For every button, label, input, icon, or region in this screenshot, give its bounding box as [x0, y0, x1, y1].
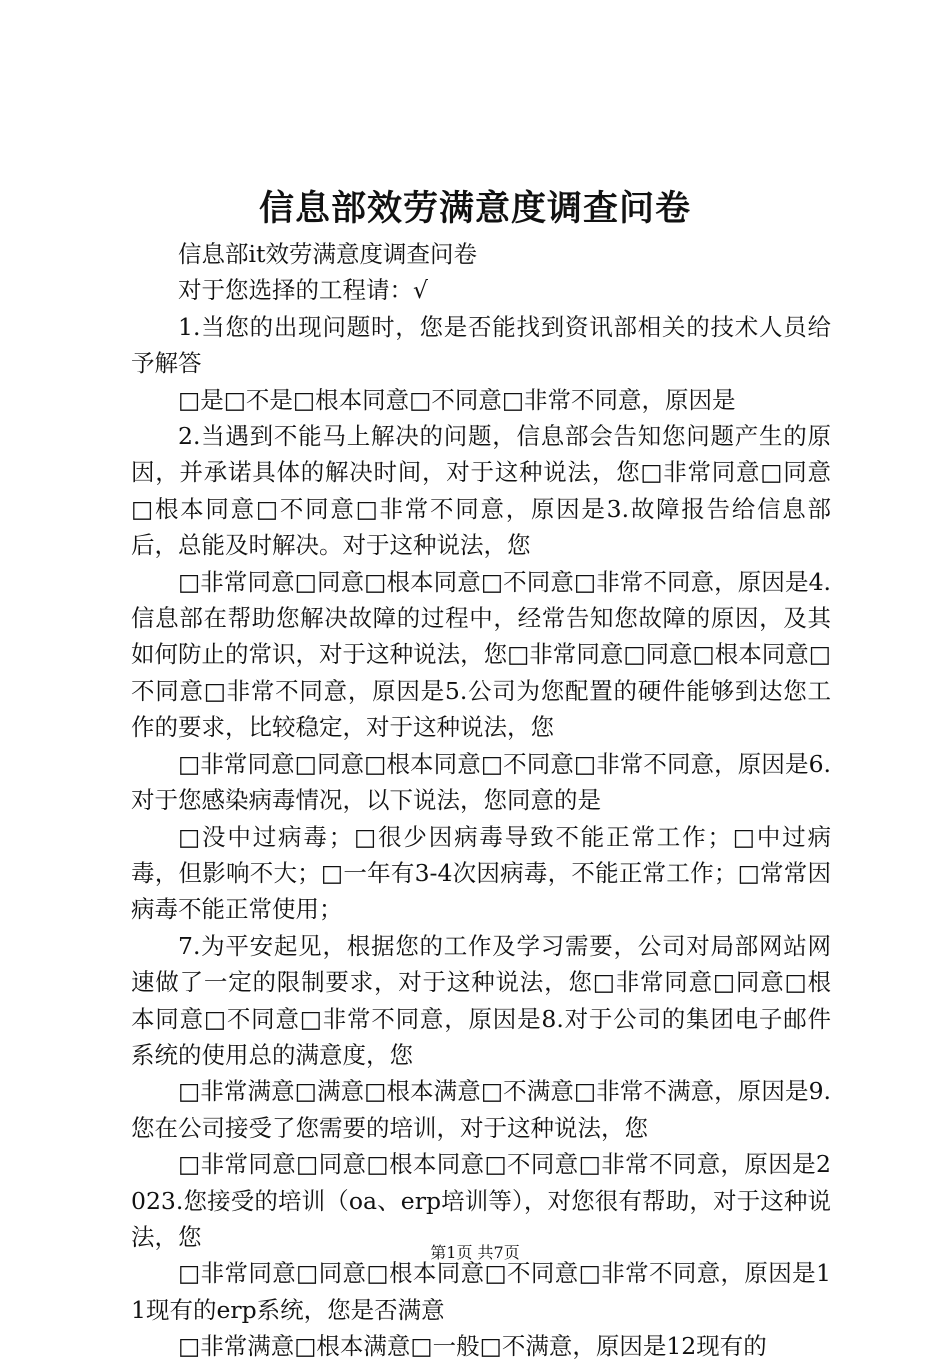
paragraph-question-2-3: 2.当遇到不能马上解决的问题，信息部会告知您问题产生的原因，并承诺具体的解决时间，对于这种说法，您□非常同意□同意□根本同意□不同意□非常不同意，原因是3.故障报告给信息部后，总能及时解决。对于这种说法，您 [131, 422, 831, 560]
paragraph-question-10: □非常同意□同意□根本同意□不同意□非常不同意，原因是2023.您接受的培训（oa、erp培训等），对您很有帮助，对于这种说法，您 [131, 1150, 831, 1251]
document-title: 信息部效劳满意度调查问卷 [258, 188, 691, 229]
paragraph-question-1: 1.当您的出现问题时，您是否能找到资讯部相关的技术人员给予解答 [131, 312, 831, 378]
paragraph-question-12: □非常满意□根本满意□一般□不满意，原因是12现有的 [178, 1332, 767, 1361]
paragraph-question-7-8: 7.为平安起见，根据您的工作及学习需要，公司对局部网站网速做了一定的限制要求，对于这种说法，您□非常同意□同意□根本同意□不同意□非常不同意，原因是8.对于公司的集团电子邮件系统的使用总的满意度，您 [131, 931, 831, 1069]
document-body [131, 236, 831, 1365]
paragraph-question-6: □非常同意□同意□根本同意□不同意□非常不同意，原因是6.对于您感染病毒情况，以下说法，您同意的是 [131, 749, 831, 815]
paragraph-question-4-5: □非常同意□同意□根本同意□不同意□非常不同意，原因是4.信息部在帮助您解决故障的过程中，经常告知您故障的原因，及其如何防止的常识，对于这种说法，您□非常同意□同意□根本同意□不同意□非常不同意，原因是5.公司为您配置的硬件能够到达您工作的要求，比较稳定，对于这种说法，您 [131, 567, 831, 742]
paragraph-options-6: □没中过病毒；□很少因病毒导致不能正常工作；□中过病毒，但影响不大；□一年有3-4次因病毒，不能正常工作；□常常因病毒不能正常使用； [131, 822, 832, 924]
page-footer: 第1页 共7页 [430, 1243, 520, 1262]
paragraph-options-1: □是□不是□根本同意□不同意□非常不同意，原因是 [178, 385, 736, 414]
paragraph-subtitle: 信息部it效劳满意度调查问卷 [178, 240, 477, 268]
paragraph-question-11: □非常同意□同意□根本同意□不同意□非常不同意，原因是11现有的erp系统，您是否满意 [131, 1259, 831, 1324]
paragraph-question-9: □非常满意□满意□根本满意□不满意□非常不满意，原因是9.您在公司接受了您需要的培训，对于这种说法，您 [131, 1077, 831, 1142]
paragraph-instruction: 对于您选择的工程请：√ [178, 276, 428, 305]
